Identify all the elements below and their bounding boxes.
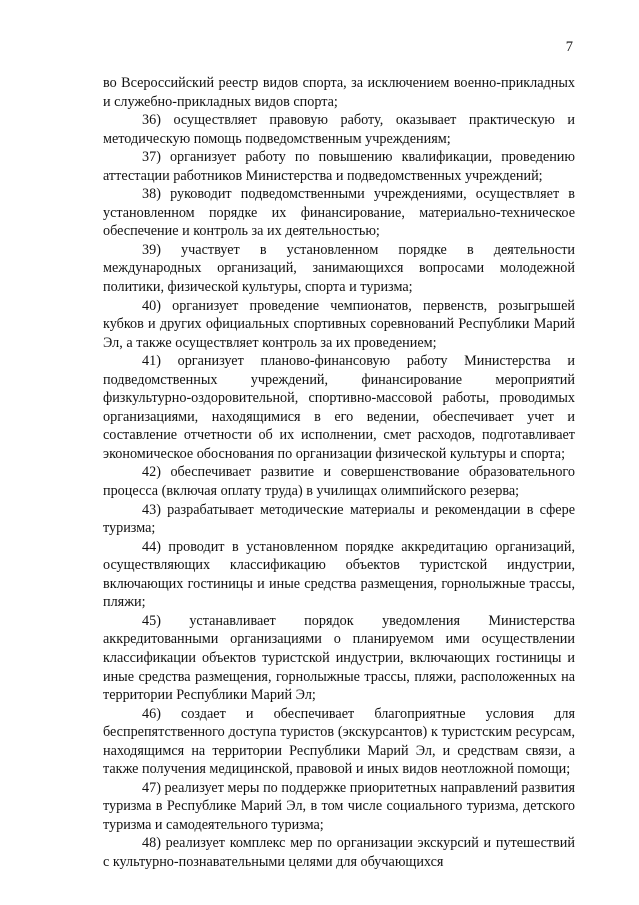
paragraph-item-44: 44) проводит в установленном порядке аккредитацию организаций, осуществляющих классификацию объектов туристской индустрии, включающих гостиницы и иные средства размещения, горнолыжные трассы, пляжи;: [103, 538, 575, 611]
paragraph-item-36: 36) осуществляет правовую работу, оказывает практическую и методическую помощь подведомственным учреждениям;: [103, 112, 575, 147]
document-body: [103, 74, 575, 872]
paragraph-item-42: 42) обеспечивает развитие и совершенствование образовательного процесса (включая оплату труда) в училищах олимпийского резерва;: [103, 464, 575, 500]
paragraph-item-43: 43) разрабатывает методические материалы и рекомендации в сфере туризма;: [103, 501, 575, 537]
paragraph-item-47: 47) реализует меры по поддержке приоритетных направлений развития туризма в Республике Марий Эл, в том числе социального туризма, детского туризма и самодеятельного туризма;: [103, 779, 575, 833]
paragraph-item-40: 40) организует проведение чемпионатов, первенств, розыгрышей кубков и других официальных спортивных соревнований Республики Марий Эл, а также осуществляет контроль за их проведением;: [103, 297, 575, 351]
paragraph-item-46: 46) создает и обеспечивает благоприятные условия для беспрепятственного доступа туристов (экскурсантов) к туристским ресурсам, находящимся на территории Республики Марий Эл, и средствам связи, а также получения медицинской, правовой и иных видов неотложной помощи;: [103, 705, 575, 778]
page-number: 7: [565, 39, 573, 55]
paragraph-item-38: 38) руководит подведомственными учреждениями, осуществляет в установленном порядке их финансирование, материально-техническое обеспечение и контроль за их деятельностью;: [103, 186, 575, 240]
paragraph-item-41: 41) организует планово-финансовую работу Министерства и подведомственных учреждений, финансирование мероприятий физкультурно-оздоровительной, спортивно-массовой работы, проводимых организациями, находящимися в его ведении, обеспечивает учет и составление отчетности об их исполнении, смет расходов, подготавливает экономическое обоснования по организации физической культуры и спорта;: [103, 353, 575, 462]
paragraph-item-39: 39) участвует в установленном порядке в деятельности международных организаций, занимающихся вопросами молодежной политики, физической культуры, спорта и туризма;: [103, 241, 575, 296]
paragraph-item-45: 45) устанавливает порядок уведомления Министерства аккредитованными организациями о планируемом ими осуществлении классификации объектов туристской индустрии, включающих гостиницы и иные средства размещения, горнолыжные трассы, пляжи, расположенных на территории Республики Марий Эл;: [103, 612, 575, 704]
paragraph-item-37: 37) организует работу по повышению квалификации, проведению аттестации работников Министерства и подведомственных учреждений;: [103, 149, 575, 184]
paragraph-item-48: 48) реализует комплекс мер по организации экскурсий и путешествий с культурно-познавательными целями для обучающихся: [103, 835, 575, 870]
paragraph-continuation: во Всероссийский реестр видов спорта, за исключением военно-прикладных и служебно-прикладных видов спорта;: [103, 75, 575, 110]
